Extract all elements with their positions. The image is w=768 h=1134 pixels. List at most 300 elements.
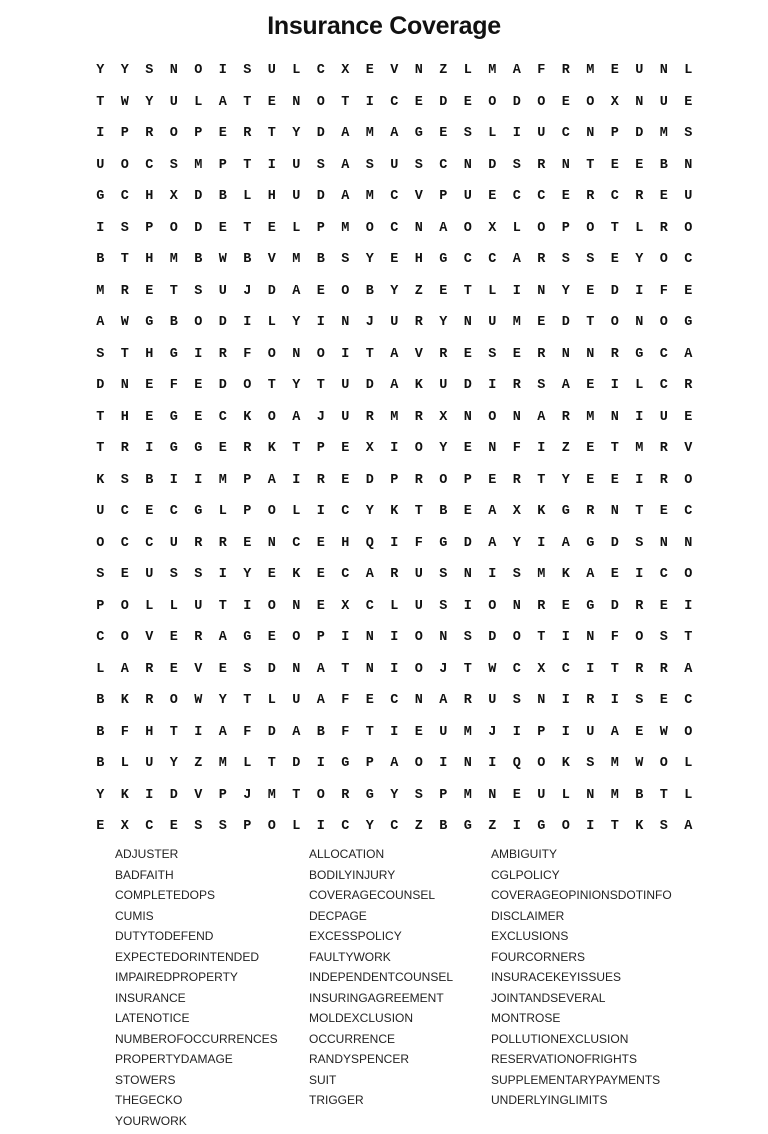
grid-letter[interactable]: Z [488, 819, 497, 835]
grid-letter[interactable]: A [365, 567, 374, 583]
grid-letter[interactable]: W [635, 756, 644, 772]
grid-letter[interactable]: I [463, 598, 472, 614]
grid-letter[interactable]: G [194, 441, 203, 457]
grid-letter[interactable]: I [316, 819, 325, 835]
grid-letter[interactable]: N [463, 756, 472, 772]
grid-letter[interactable]: J [316, 409, 325, 425]
grid-letter[interactable]: L [243, 756, 252, 772]
grid-letter[interactable]: B [659, 157, 668, 173]
grid-letter[interactable]: U [537, 126, 546, 142]
grid-letter[interactable]: M [512, 315, 521, 331]
grid-letter[interactable]: S [194, 567, 203, 583]
grid-letter[interactable]: O [537, 220, 546, 236]
grid-letter[interactable]: Y [365, 252, 374, 268]
grid-letter[interactable]: D [439, 94, 448, 110]
grid-letter[interactable]: A [292, 283, 301, 299]
grid-letter[interactable]: O [586, 220, 595, 236]
grid-letter[interactable]: R [659, 661, 668, 677]
grid-letter[interactable]: O [267, 598, 276, 614]
grid-letter[interactable]: N [414, 63, 423, 79]
grid-letter[interactable]: C [463, 252, 472, 268]
grid-letter[interactable]: K [292, 567, 301, 583]
grid-letter[interactable]: D [635, 126, 644, 142]
grid-letter[interactable]: M [365, 126, 374, 142]
grid-letter[interactable]: E [316, 535, 325, 551]
grid-letter[interactable]: A [292, 409, 301, 425]
grid-letter[interactable]: E [610, 472, 619, 488]
grid-letter[interactable]: M [218, 756, 227, 772]
grid-letter[interactable]: T [243, 157, 252, 173]
grid-letter[interactable]: S [120, 220, 129, 236]
grid-letter[interactable]: L [267, 315, 276, 331]
grid-letter[interactable]: E [218, 661, 227, 677]
grid-letter[interactable]: O [512, 630, 521, 646]
grid-letter[interactable]: E [684, 409, 693, 425]
grid-letter[interactable]: C [561, 661, 570, 677]
grid-letter[interactable]: E [659, 693, 668, 709]
grid-letter[interactable]: O [316, 94, 325, 110]
grid-letter[interactable]: U [390, 315, 399, 331]
grid-letter[interactable]: Y [365, 504, 374, 520]
grid-letter[interactable]: E [684, 283, 693, 299]
grid-letter[interactable]: M [341, 220, 350, 236]
grid-letter[interactable]: O [684, 724, 693, 740]
grid-letter[interactable]: E [194, 378, 203, 394]
grid-letter[interactable]: S [512, 567, 521, 583]
grid-letter[interactable]: A [684, 819, 693, 835]
grid-letter[interactable]: C [390, 94, 399, 110]
grid-letter[interactable]: X [439, 409, 448, 425]
grid-letter[interactable]: A [390, 756, 399, 772]
grid-letter[interactable]: O [488, 94, 497, 110]
grid-letter[interactable]: A [512, 252, 521, 268]
grid-letter[interactable]: X [537, 661, 546, 677]
grid-letter[interactable]: E [537, 315, 546, 331]
grid-letter[interactable]: S [561, 252, 570, 268]
grid-letter[interactable]: A [390, 346, 399, 362]
grid-letter[interactable]: T [96, 409, 105, 425]
grid-letter[interactable]: R [561, 409, 570, 425]
grid-letter[interactable]: N [365, 661, 374, 677]
grid-letter[interactable]: Y [365, 819, 374, 835]
grid-letter[interactable]: S [194, 819, 203, 835]
grid-letter[interactable]: I [561, 724, 570, 740]
grid-letter[interactable]: C [439, 157, 448, 173]
grid-letter[interactable]: N [414, 220, 423, 236]
grid-letter[interactable]: A [488, 504, 497, 520]
grid-letter[interactable]: T [243, 220, 252, 236]
grid-letter[interactable]: R [586, 189, 595, 205]
grid-letter[interactable]: O [659, 315, 668, 331]
grid-letter[interactable]: Z [439, 63, 448, 79]
grid-letter[interactable]: T [610, 220, 619, 236]
grid-letter[interactable]: A [439, 693, 448, 709]
grid-letter[interactable]: S [365, 157, 374, 173]
grid-letter[interactable]: P [218, 157, 227, 173]
grid-letter[interactable]: I [341, 346, 350, 362]
grid-letter[interactable]: S [586, 252, 595, 268]
grid-letter[interactable]: X [512, 504, 521, 520]
grid-letter[interactable]: E [169, 661, 178, 677]
grid-letter[interactable]: Y [512, 535, 521, 551]
grid-letter[interactable]: E [586, 283, 595, 299]
grid-letter[interactable]: I [292, 472, 301, 488]
grid-letter[interactable]: T [169, 724, 178, 740]
grid-letter[interactable]: E [635, 724, 644, 740]
grid-letter[interactable]: L [488, 283, 497, 299]
grid-letter[interactable]: F [341, 724, 350, 740]
grid-letter[interactable]: M [537, 567, 546, 583]
grid-letter[interactable]: F [169, 378, 178, 394]
grid-letter[interactable]: B [243, 252, 252, 268]
grid-letter[interactable]: P [316, 441, 325, 457]
grid-letter[interactable]: U [341, 409, 350, 425]
grid-letter[interactable]: T [635, 504, 644, 520]
grid-letter[interactable]: N [414, 693, 423, 709]
grid-letter[interactable]: F [610, 630, 619, 646]
grid-letter[interactable]: S [439, 598, 448, 614]
grid-letter[interactable]: F [120, 724, 129, 740]
grid-letter[interactable]: A [537, 409, 546, 425]
grid-letter[interactable]: N [439, 630, 448, 646]
grid-letter[interactable]: U [292, 693, 301, 709]
grid-letter[interactable]: C [684, 252, 693, 268]
grid-letter[interactable]: I [439, 756, 448, 772]
grid-letter[interactable]: A [561, 535, 570, 551]
grid-letter[interactable]: R [586, 504, 595, 520]
grid-letter[interactable]: I [218, 63, 227, 79]
grid-letter[interactable]: P [96, 598, 105, 614]
grid-letter[interactable]: U [439, 724, 448, 740]
grid-letter[interactable]: L [218, 504, 227, 520]
grid-letter[interactable]: D [218, 315, 227, 331]
grid-letter[interactable]: R [120, 441, 129, 457]
grid-letter[interactable]: R [218, 346, 227, 362]
grid-letter[interactable]: A [684, 346, 693, 362]
grid-letter[interactable]: S [243, 63, 252, 79]
grid-letter[interactable]: G [194, 504, 203, 520]
grid-letter[interactable]: E [659, 598, 668, 614]
grid-letter[interactable]: I [512, 283, 521, 299]
grid-letter[interactable]: R [439, 346, 448, 362]
grid-letter[interactable]: W [194, 693, 203, 709]
grid-letter[interactable]: J [243, 283, 252, 299]
grid-letter[interactable]: E [365, 693, 374, 709]
grid-letter[interactable]: N [586, 126, 595, 142]
grid-letter[interactable]: O [463, 220, 472, 236]
grid-letter[interactable]: N [463, 157, 472, 173]
grid-letter[interactable]: J [488, 724, 497, 740]
grid-letter[interactable]: O [537, 756, 546, 772]
grid-letter[interactable]: S [169, 157, 178, 173]
grid-letter[interactable]: C [610, 189, 619, 205]
grid-letter[interactable]: A [341, 126, 350, 142]
grid-letter[interactable]: A [218, 630, 227, 646]
grid-letter[interactable]: C [390, 693, 399, 709]
grid-letter[interactable]: E [684, 94, 693, 110]
grid-letter[interactable]: C [537, 189, 546, 205]
grid-letter[interactable]: U [586, 724, 595, 740]
grid-letter[interactable]: R [316, 472, 325, 488]
grid-letter[interactable]: A [586, 567, 595, 583]
grid-letter[interactable]: C [341, 504, 350, 520]
grid-letter[interactable]: R [635, 598, 644, 614]
grid-letter[interactable]: M [635, 441, 644, 457]
grid-letter[interactable]: Q [512, 756, 521, 772]
grid-letter[interactable]: D [96, 378, 105, 394]
grid-letter[interactable]: T [292, 787, 301, 803]
grid-letter[interactable]: W [120, 315, 129, 331]
grid-letter[interactable]: A [390, 126, 399, 142]
grid-letter[interactable]: V [414, 189, 423, 205]
grid-letter[interactable]: U [439, 378, 448, 394]
grid-letter[interactable]: N [635, 315, 644, 331]
grid-letter[interactable]: E [463, 346, 472, 362]
grid-letter[interactable]: T [120, 346, 129, 362]
grid-letter[interactable]: Y [292, 126, 301, 142]
grid-letter[interactable]: E [512, 787, 521, 803]
grid-letter[interactable]: I [316, 756, 325, 772]
grid-letter[interactable]: F [537, 63, 546, 79]
grid-letter[interactable]: F [659, 283, 668, 299]
grid-letter[interactable]: P [463, 472, 472, 488]
grid-letter[interactable]: T [365, 346, 374, 362]
grid-letter[interactable]: R [537, 346, 546, 362]
grid-letter[interactable]: Y [218, 693, 227, 709]
grid-letter[interactable]: C [145, 535, 154, 551]
grid-letter[interactable]: O [365, 220, 374, 236]
grid-letter[interactable]: Z [561, 441, 570, 457]
grid-letter[interactable]: A [439, 220, 448, 236]
grid-letter[interactable]: C [120, 189, 129, 205]
grid-letter[interactable]: U [488, 693, 497, 709]
grid-letter[interactable]: G [586, 535, 595, 551]
grid-letter[interactable]: I [537, 535, 546, 551]
grid-letter[interactable]: N [512, 409, 521, 425]
grid-letter[interactable]: U [194, 598, 203, 614]
grid-letter[interactable]: X [169, 189, 178, 205]
grid-letter[interactable]: N [659, 535, 668, 551]
grid-letter[interactable]: O [684, 472, 693, 488]
grid-letter[interactable]: E [439, 283, 448, 299]
grid-letter[interactable]: U [96, 157, 105, 173]
grid-letter[interactable]: R [537, 598, 546, 614]
grid-letter[interactable]: L [512, 220, 521, 236]
grid-letter[interactable]: O [169, 126, 178, 142]
grid-letter[interactable]: S [463, 630, 472, 646]
grid-letter[interactable]: I [341, 630, 350, 646]
grid-letter[interactable]: R [243, 126, 252, 142]
grid-letter[interactable]: B [145, 472, 154, 488]
grid-letter[interactable]: K [561, 567, 570, 583]
grid-letter[interactable]: O [488, 598, 497, 614]
grid-letter[interactable]: O [414, 441, 423, 457]
grid-letter[interactable]: X [365, 441, 374, 457]
grid-letter[interactable]: A [512, 63, 521, 79]
grid-letter[interactable]: O [414, 756, 423, 772]
grid-letter[interactable]: E [414, 94, 423, 110]
grid-letter[interactable]: O [169, 693, 178, 709]
grid-letter[interactable]: V [267, 252, 276, 268]
grid-letter[interactable]: O [439, 472, 448, 488]
grid-letter[interactable]: I [243, 315, 252, 331]
grid-letter[interactable]: P [243, 472, 252, 488]
grid-letter[interactable]: O [586, 94, 595, 110]
grid-letter[interactable]: I [169, 472, 178, 488]
grid-letter[interactable]: D [488, 157, 497, 173]
grid-letter[interactable]: X [488, 220, 497, 236]
grid-letter[interactable]: O [267, 819, 276, 835]
grid-letter[interactable]: O [194, 315, 203, 331]
grid-letter[interactable]: B [96, 756, 105, 772]
grid-letter[interactable]: I [512, 724, 521, 740]
grid-letter[interactable]: E [218, 220, 227, 236]
grid-letter[interactable]: H [145, 252, 154, 268]
grid-letter[interactable]: A [390, 378, 399, 394]
grid-letter[interactable]: T [267, 126, 276, 142]
grid-letter[interactable]: N [292, 94, 301, 110]
grid-letter[interactable]: R [684, 378, 693, 394]
grid-letter[interactable]: I [390, 630, 399, 646]
grid-letter[interactable]: N [169, 63, 178, 79]
grid-letter[interactable]: T [610, 819, 619, 835]
grid-letter[interactable]: L [243, 189, 252, 205]
grid-letter[interactable]: F [341, 693, 350, 709]
grid-letter[interactable]: P [120, 126, 129, 142]
grid-letter[interactable]: I [145, 787, 154, 803]
grid-letter[interactable]: D [194, 189, 203, 205]
grid-letter[interactable]: G [635, 346, 644, 362]
grid-letter[interactable]: O [267, 504, 276, 520]
grid-letter[interactable]: E [610, 157, 619, 173]
grid-letter[interactable]: K [267, 441, 276, 457]
grid-letter[interactable]: L [292, 63, 301, 79]
grid-letter[interactable]: R [586, 693, 595, 709]
grid-letter[interactable]: U [537, 787, 546, 803]
grid-letter[interactable]: A [561, 378, 570, 394]
grid-letter[interactable]: L [120, 756, 129, 772]
letter-grid[interactable] [88, 55, 701, 843]
grid-letter[interactable]: B [96, 724, 105, 740]
grid-letter[interactable]: N [267, 535, 276, 551]
grid-letter[interactable]: L [684, 787, 693, 803]
grid-letter[interactable]: E [267, 94, 276, 110]
grid-letter[interactable]: D [169, 787, 178, 803]
grid-letter[interactable]: M [365, 189, 374, 205]
grid-letter[interactable]: G [96, 189, 105, 205]
grid-letter[interactable]: Z [414, 819, 423, 835]
grid-letter[interactable]: E [169, 630, 178, 646]
grid-letter[interactable]: R [194, 535, 203, 551]
grid-letter[interactable]: L [635, 220, 644, 236]
grid-letter[interactable]: M [96, 283, 105, 299]
grid-letter[interactable]: O [684, 220, 693, 236]
grid-letter[interactable]: B [218, 189, 227, 205]
grid-letter[interactable]: H [145, 189, 154, 205]
grid-letter[interactable]: Y [120, 63, 129, 79]
grid-letter[interactable]: M [463, 787, 472, 803]
grid-letter[interactable]: O [267, 346, 276, 362]
grid-letter[interactable]: N [610, 409, 619, 425]
grid-letter[interactable]: Y [292, 315, 301, 331]
grid-letter[interactable]: N [659, 63, 668, 79]
grid-letter[interactable]: I [537, 441, 546, 457]
grid-letter[interactable]: O [610, 315, 619, 331]
grid-letter[interactable]: P [316, 630, 325, 646]
grid-letter[interactable]: T [292, 441, 301, 457]
grid-letter[interactable]: X [120, 819, 129, 835]
grid-letter[interactable]: A [218, 724, 227, 740]
grid-letter[interactable]: U [488, 315, 497, 331]
grid-letter[interactable]: K [120, 787, 129, 803]
grid-letter[interactable]: E [439, 126, 448, 142]
grid-letter[interactable]: D [488, 630, 497, 646]
grid-letter[interactable]: E [267, 630, 276, 646]
grid-letter[interactable]: C [292, 535, 301, 551]
grid-letter[interactable]: P [145, 220, 154, 236]
grid-letter[interactable]: U [218, 283, 227, 299]
grid-letter[interactable]: K [390, 504, 399, 520]
grid-letter[interactable]: C [659, 346, 668, 362]
grid-letter[interactable]: O [341, 283, 350, 299]
grid-letter[interactable]: E [390, 252, 399, 268]
grid-letter[interactable]: G [243, 630, 252, 646]
grid-letter[interactable]: R [537, 157, 546, 173]
grid-letter[interactable]: H [267, 189, 276, 205]
grid-letter[interactable]: N [561, 157, 570, 173]
grid-letter[interactable]: R [145, 693, 154, 709]
grid-letter[interactable]: J [439, 661, 448, 677]
grid-letter[interactable]: I [684, 598, 693, 614]
grid-letter[interactable]: N [292, 661, 301, 677]
grid-letter[interactable]: T [684, 630, 693, 646]
grid-letter[interactable]: K [561, 756, 570, 772]
grid-letter[interactable]: T [267, 378, 276, 394]
grid-letter[interactable]: L [194, 94, 203, 110]
grid-letter[interactable]: I [610, 378, 619, 394]
grid-letter[interactable]: I [96, 220, 105, 236]
grid-letter[interactable]: C [341, 567, 350, 583]
grid-letter[interactable]: X [341, 63, 350, 79]
grid-letter[interactable]: N [463, 409, 472, 425]
grid-letter[interactable]: C [145, 157, 154, 173]
grid-letter[interactable]: R [390, 567, 399, 583]
grid-letter[interactable]: T [341, 94, 350, 110]
grid-letter[interactable]: R [194, 630, 203, 646]
grid-letter[interactable]: U [684, 189, 693, 205]
grid-letter[interactable]: B [194, 252, 203, 268]
grid-letter[interactable]: B [316, 724, 325, 740]
grid-letter[interactable]: G [145, 315, 154, 331]
grid-letter[interactable]: G [537, 819, 546, 835]
grid-letter[interactable]: E [316, 283, 325, 299]
grid-letter[interactable]: Y [390, 787, 399, 803]
grid-letter[interactable]: D [463, 535, 472, 551]
grid-letter[interactable]: O [488, 409, 497, 425]
grid-letter[interactable]: N [488, 787, 497, 803]
grid-letter[interactable]: V [414, 346, 423, 362]
grid-letter[interactable]: A [292, 724, 301, 740]
grid-letter[interactable]: E [586, 378, 595, 394]
grid-letter[interactable]: T [243, 693, 252, 709]
grid-letter[interactable]: G [586, 598, 595, 614]
grid-letter[interactable]: R [414, 409, 423, 425]
grid-letter[interactable]: M [610, 787, 619, 803]
grid-letter[interactable]: I [267, 157, 276, 173]
grid-letter[interactable]: D [316, 126, 325, 142]
grid-letter[interactable]: S [463, 126, 472, 142]
grid-letter[interactable]: L [561, 787, 570, 803]
